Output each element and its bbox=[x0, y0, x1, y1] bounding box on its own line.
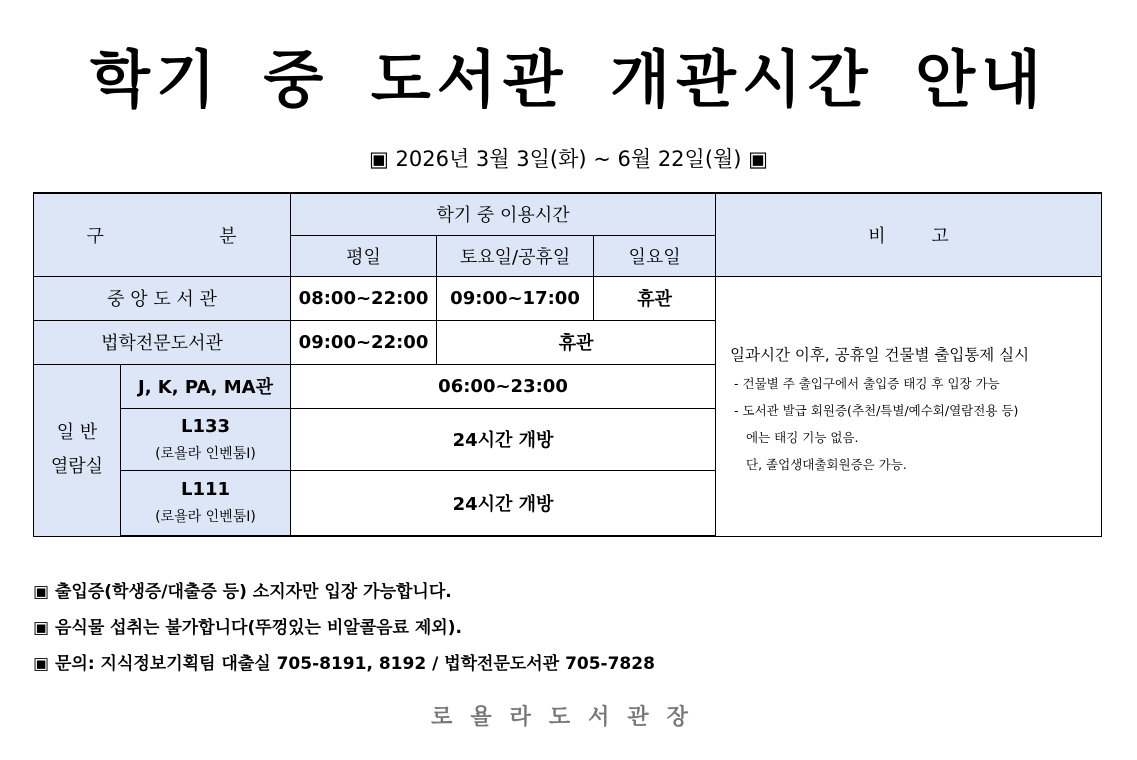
hours-table-wrapper bbox=[33, 192, 1101, 537]
remarks-line-1: - 건물별 주 출입구에서 출입증 태깅 후 입장 가능 bbox=[734, 375, 1000, 391]
page-title: 학기 중 도서관 개관시간 안내 bbox=[89, 43, 1048, 116]
period-range: ▣ 2026년 3월 3일(화) ~ 6월 22일(월) ▣ bbox=[368, 147, 769, 171]
row-l111-hours: 24시간 개방 bbox=[291, 470, 716, 536]
header-saturday: 토요일/공휴일 bbox=[437, 235, 594, 276]
row-l111-name bbox=[121, 470, 291, 536]
row-jk-name: J, K, PA, MA관 bbox=[121, 364, 291, 408]
row-central-sunday: 휴관 bbox=[594, 276, 716, 320]
remarks-line-4: 단, 졸업생대출회원증은 가능. bbox=[746, 456, 907, 472]
remarks-line-3: 에는 태깅 기능 없음. bbox=[746, 429, 859, 445]
notice-list bbox=[33, 578, 655, 686]
general-reading-room-label: 일 반 열람실 bbox=[34, 364, 121, 536]
row-central-saturday: 09:00~17:00 bbox=[437, 276, 594, 320]
header-category: 구 분 bbox=[34, 193, 291, 276]
remarks-cell bbox=[716, 276, 1102, 536]
row-law-weekday: 09:00~22:00 bbox=[291, 320, 437, 364]
remarks-line-2: - 도서관 발급 회원증(추천/특별/예수회/열람전용 등) bbox=[734, 402, 1019, 418]
header-hours-group: 학기 중 이용시간 bbox=[291, 193, 716, 235]
footer-signature: 로욜라도서관장 bbox=[431, 705, 706, 730]
remarks-head: 일과시간 이후, 공휴일 건물별 출입통제 실시 bbox=[730, 345, 1030, 364]
row-l111-room: L111 bbox=[180, 479, 231, 501]
notice-no-food: ▣ 음식물 섭취는 불가합니다(뚜껑있는 비알콜음료 제외). bbox=[33, 618, 462, 638]
row-law-closed: 휴관 bbox=[437, 320, 716, 364]
header-remarks: 비 고 bbox=[716, 193, 1102, 276]
row-l133-sub: (로욜라 인벤툼Ⅰ) bbox=[155, 445, 256, 462]
row-central-name: 중 앙 도 서 관 bbox=[34, 276, 291, 320]
row-l133-name bbox=[121, 408, 291, 470]
header-sunday: 일요일 bbox=[594, 235, 716, 276]
row-l133-room: L133 bbox=[180, 415, 231, 437]
row-central-weekday: 08:00~22:00 bbox=[291, 276, 437, 320]
row-law-name: 법학전문도서관 bbox=[34, 320, 291, 364]
notice-contact: ▣ 문의: 지식정보기획팀 대출실 705-8191, 8192 / 법학전문도서관 705-7828 bbox=[33, 654, 655, 674]
row-l133-hours: 24시간 개방 bbox=[291, 408, 716, 470]
header-weekday: 평일 bbox=[291, 235, 437, 276]
row-jk-hours: 06:00~23:00 bbox=[291, 364, 716, 408]
hours-table bbox=[33, 192, 1102, 537]
row-l111-sub: (로욜라 인벤툼Ⅰ) bbox=[155, 509, 256, 526]
notice-id-required: ▣ 출입증(학생증/대출증 등) 소지자만 입장 가능합니다. bbox=[33, 582, 452, 602]
